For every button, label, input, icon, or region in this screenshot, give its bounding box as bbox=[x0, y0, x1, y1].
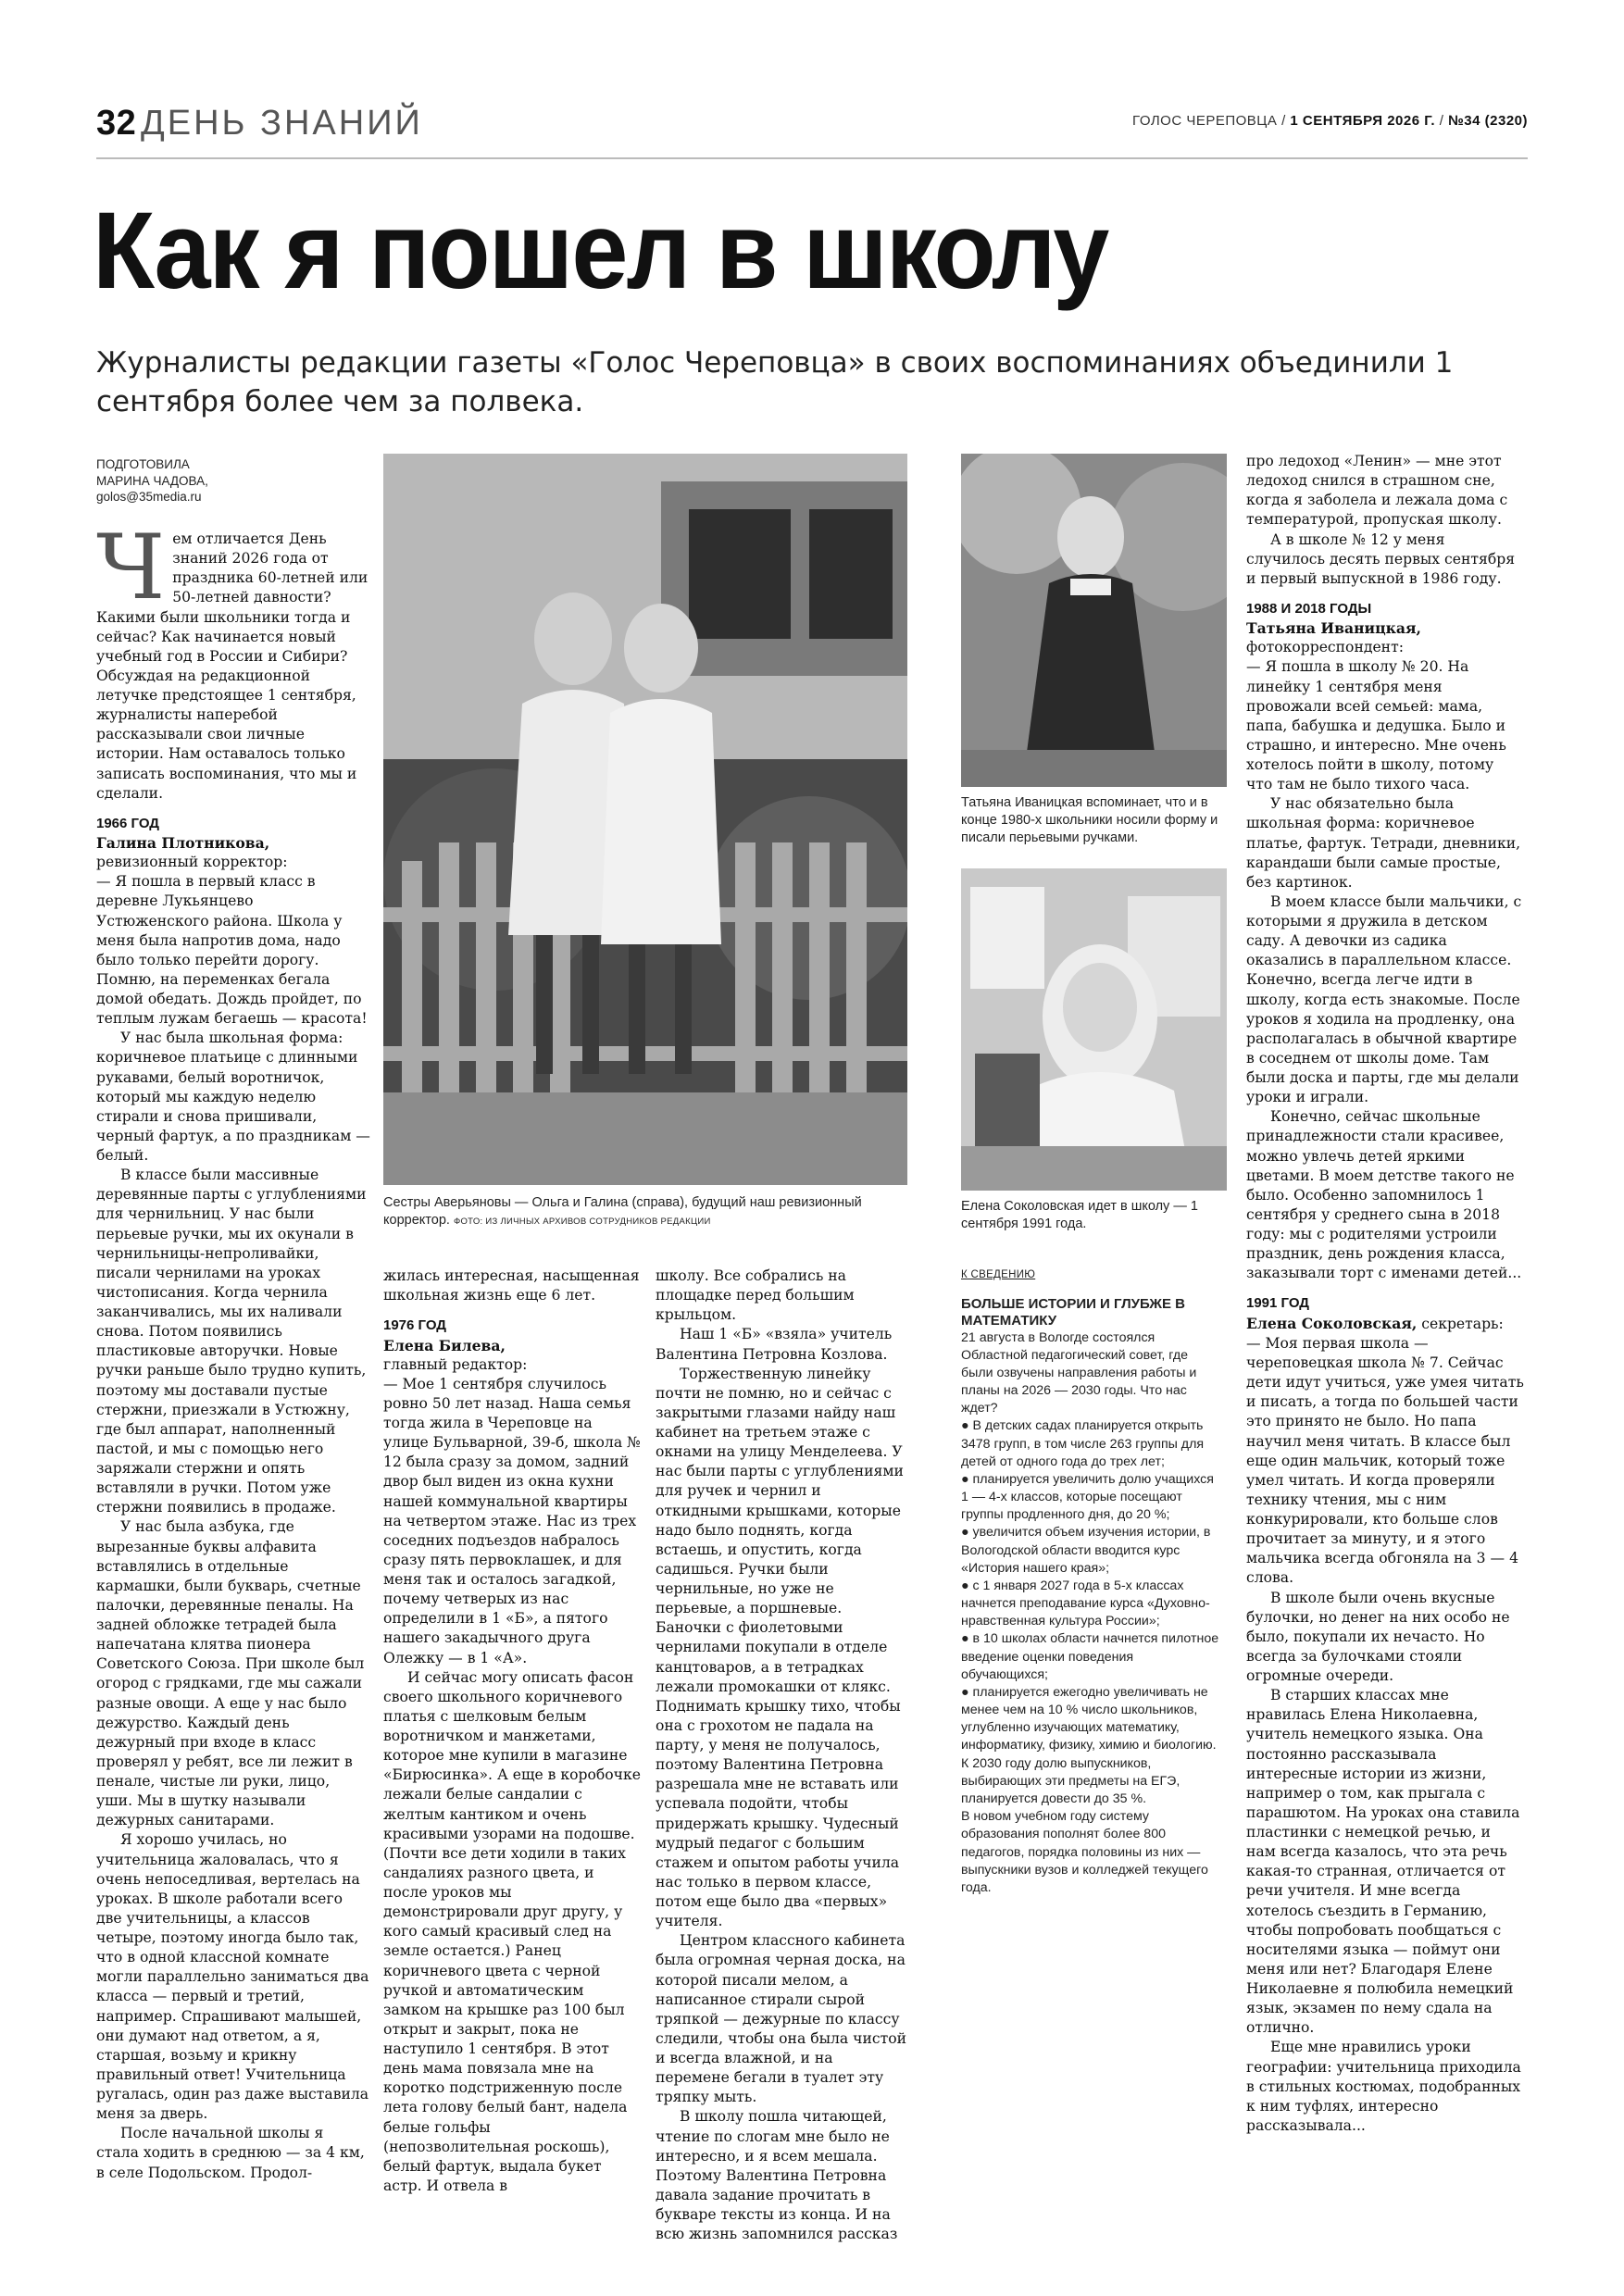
article-lead: Журналисты редакции газеты «Голос Череповца» в своих воспоминаниях объединили 1 сентября более чем за полвека. bbox=[96, 346, 1454, 418]
info-box-bullet: ● планируется ежегодно увеличивать не менее чем на 10 % число школьников, углубленно изучающих математику, информатику, физику, химию и биологию. К 2030 году долю выпускников, выбирающих эти предметы на ЕГЭ, планируется довести до 35 %. bbox=[961, 1684, 1217, 1806]
column-2 bbox=[383, 1267, 641, 2196]
author-name: Елена Соколовская, bbox=[1246, 1314, 1418, 1332]
info-box-bullet: ● В детских садах планируется открыть 3478 групп, в том числе 263 группы для детей от одного года до трех лет; bbox=[961, 1418, 1205, 1469]
author-role: секретарь: bbox=[1421, 1315, 1504, 1332]
paper-name: ГОЛОС ЧЕРЕПОВЦА bbox=[1132, 113, 1278, 129]
paragraph: про ледоход «Ленин» — мне этот ледоход снился в страшном сне, когда я заболела и лежала дома с температурой, пропуская школу. bbox=[1246, 453, 1508, 529]
issue-number: №34 (2320) bbox=[1448, 113, 1528, 129]
photo-tatyana-illustration bbox=[961, 454, 1227, 787]
issue-date: 1 СЕНТЯБРЯ 2026 Г. bbox=[1290, 113, 1436, 129]
paragraph: У нас была школьная форма: коричневое платьице с длинными рукавами, белый воротничок, который мы каждую неделю стирали и снова пришивали, черный фартук, а по праздникам — белый. bbox=[96, 1029, 370, 1165]
section-year-1988-2018: 1988 И 2018 ГОДЫ bbox=[1246, 600, 1372, 617]
author-name: Галина Плотникова, bbox=[96, 834, 270, 853]
paragraph: Я хорошо училась, но учительница жаловалась, что я очень непоседливая, вертелась на уроках. В школе работали всего две учительницы, а классов четыре, поэтому иногда было так, что в одной классной комнате могли параллельно заниматься два класса — первый и третий, например. Спрашивают малышей, они думают над ответом, а я, старшая, возьму и крикну правильный ответ! Учительница ругалась, один раз даже выставила меня за дверь. bbox=[96, 1831, 369, 2123]
paragraph: В школе были очень вкусные булочки, но денег на них особо не было, покупали их нечасто. Но всегда за булочками стояли огромные очереди. bbox=[1246, 1589, 1510, 1684]
photo-tatyana bbox=[961, 454, 1227, 787]
info-box-bullet: ● планируется увеличить долю учащихся 1 — 4-х классов, которые посещают группы продленного дня, до 20 %; bbox=[961, 1471, 1214, 1523]
paragraph: школу. Все собрались на площадке перед большим крыльцом. bbox=[656, 1267, 855, 1324]
paragraph: — Я пошла в первый класс в деревне Лукьянцево Устюженского района. Школа у меня была напротив дома, надо было только перейти дорогу. Помню, на переменках бегала домой обедать. Дождь пройдет, по теплым лужам бегаешь — красота! bbox=[96, 873, 368, 1028]
masthead-info: ГОЛОС ЧЕРЕПОВЦА / 1 СЕНТЯБРЯ 2026 Г. / №34 (2320) bbox=[1132, 113, 1528, 129]
photo-elena-caption: Елена Соколовская идет в школу — 1 сентября 1991 года. bbox=[961, 1199, 1198, 1231]
paragraph: Центром классного кабинета была огромная черная доска, на которой писали мелом, а написанное стирали сырой тряпкой — дежурные по классу следили, чтобы она была чистой и всегда влажной, и на перемене бегали в туалет эту тряпку мыть. bbox=[656, 1932, 906, 2106]
byline-name: МАРИНА ЧАДОВА, bbox=[96, 473, 208, 488]
section-year-1966: 1966 ГОД bbox=[96, 815, 159, 831]
photo-credit: ФОТО: ИЗ ЛИЧНЫХ АРХИВОВ СОТРУДНИКОВ РЕДАКЦИИ bbox=[453, 1216, 711, 1227]
intro-paragraph: ем отличается День знаний 2026 года от праздника 60-летней или 50-летней давности? Какими были школьники тогда и сейчас? Как начинается новый учебный год в России и Сибири? Обсуждая на редакционной летучке предстоящее 1 сентября, журналисты наперебой рассказывали свои личные истории. Нам оставалось только записать воспоминания, что мы и сделали. bbox=[96, 530, 369, 802]
paragraph: Наш 1 «Б» «взяла» учитель Валентина Петровна Козлова. bbox=[656, 1326, 893, 1363]
photo-elena bbox=[961, 868, 1227, 1191]
author-name: Елена Билева, bbox=[383, 1336, 506, 1354]
info-box-bullet: ● увеличится объем изучения истории, в Вологодской области вводится курс «История нашего края»; bbox=[961, 1525, 1211, 1576]
paragraph: И сейчас могу описать фасон своего школьного коричневого платья с шелковым белым воротничком и манжетами, которое мне купили в магазине «Бирюсинка». А еще в коробочке лежали белые сандалии с желтым кантиком и очень красивыми узорами на подошве. (Почти все дети ходили в таких сандалиях разного цвета, и после уроков мы демонстрировали друг другу, у кого самый красивый след на земле остается.) Ранец коричневого цвета с черной ручкой и автоматическим замком на крышке раз 100 был открыт и закрыт, пока не наступило 1 сентября. В этот день мама повязала мне на коротко подстриженную после лета голову белый бант, надела белые гольфы (непозволительная роскошь), белый фартук, выдала букет астр. И отвела в bbox=[383, 1668, 641, 2194]
photo-sisters-caption bbox=[383, 1194, 907, 1229]
byline-role: ПОДГОТОВИЛА bbox=[96, 457, 190, 471]
paragraph: У нас обязательно была школьная форма: коричневое платье, фартук. Тетради, дневники, карандаши были самые простые, без картинок. bbox=[1246, 795, 1521, 891]
paragraph: — Моя первая школа — череповецкая школа № 7. Сейчас дети идут учиться, уже умея читать и писать, а тогда по большей части это принято не было. Но папа научил меня читать. В классе был еще один мальчик, который тоже умел читать. И когда проверяли технику чтения, мы с ним конкурировали, кто больше слов прочитает за минуту, и я этого мальчика всегда обгоняла на 3 — 4 слова. bbox=[1246, 1334, 1524, 1587]
paragraph: В школу пошла читающей, чтение по слогам мне было не интересно, и я всем мешала. Поэтому Валентина Петровна давала задание прочитать в букваре тексты из конца. И на всю жизнь запомнился рассказ bbox=[656, 2108, 898, 2243]
photo-sisters-illustration bbox=[383, 454, 907, 1185]
photo-tatyana-caption: Татьяна Иваницкая вспоминает, что и в конце 1980-х школьники носили форму и писали перьевыми ручками. bbox=[961, 795, 1218, 845]
section-title: ДЕНЬ ЗНАНИЙ bbox=[141, 104, 423, 143]
paragraph: А в школе № 12 у меня случилось десять первых сентября и первый выпускной в 1986 году. bbox=[1246, 530, 1516, 587]
paragraph: В старших классах мне нравилась Елена Николаевна, учитель немецкого языка. Она постоянно рассказывала интересные истории из жизни, например о том, как прыгала с парашютом. На уроках она ставила пластинки с немецкой речью, и нам всегда казалось, что эта речь какая-то странная, отличается от речи учителя. И мне всегда хотелось съездить в Германию, чтобы попробовать пообщаться с носителями языка — поймут они меня или нет? Благодаря Елене Николаевне я полюбила немецкий язык, экзамен по нему сдала на отлично. bbox=[1246, 1687, 1520, 2037]
info-box-headline: БОЛЬШЕ ИСТОРИИ И ГЛУБЖЕ В МАТЕМАТИКУ bbox=[961, 1295, 1185, 1329]
page-number: 32 bbox=[96, 104, 137, 143]
info-box bbox=[961, 1268, 1220, 1897]
column-1 bbox=[96, 516, 370, 2183]
paragraph: Торжественную линейку почти не помню, но и сейчас с закрытыми глазами найду наш кабинет на третьем этаже с окнами на улицу Менделеева. У нас были парты с углублениями для ручек и чернил и откидными крышками, которые надо было поднять, когда встаешь, и опустить, когда садишься. Ручки были чернильные, но уже не перьевые, а поршневые. Баночки с фиолетовыми чернилами покупали в отделе канцтоваров, а в тетрадках лежали промокашки от клякс. Поднимать крышку тихо, чтобы она с грохотом не падала на парту, у меня не получалось, поэтому Валентина Петровна разрешала мне не вставать или успевала подойти, чтобы придержать крышку. Чудесный мудрый педагог с большим стажем и опытом работы учила нас только в первом классе, потом еще было два «первых» учителя. bbox=[656, 1365, 904, 1930]
info-box-intro: 21 августа в Вологде состоялся Областной педагогический совет, где были озвучены направления работы и планы на 2026 — 2030 годы. Что нас ждет? bbox=[961, 1329, 1197, 1416]
paragraph: — Мое 1 сентября случилось ровно 50 лет назад. Наша семья тогда жила в Череповце на улице Бульварной, 39-б, школа № 12 была сразу за домом, задний двор был виден из окна кухни нашей коммунальной квартиры на четвертом этаже. Нас из трех соседних подъездов набралось сразу пять первоклашек, и для меня так и осталось загадкой, почему четверых из нас определили в 1 «Б», а пятого нашего закадычного друга Олежку — в 1 «А». bbox=[383, 1375, 641, 1666]
paragraph: После начальной школы я стала ходить в среднюю — за 4 км, в селе Подольском. Продол- bbox=[96, 2125, 365, 2181]
column-3 bbox=[656, 1267, 911, 2244]
info-box-tag: К СВЕДЕНИЮ bbox=[961, 1269, 1036, 1280]
info-box-bullet: ● с 1 января 2027 года в 5-х классах начнется преподавание курса «Духовно-нравственная культура России»; bbox=[961, 1578, 1210, 1629]
author-role: ревизионный корректор: bbox=[96, 854, 288, 871]
paragraph: У нас была азбука, где вырезанные буквы алфавита вставлялись в отдельные кармашки, были букварь, счетные палочки, деревянные пеналы. На задней обложке тетрадей была напечатана клятва пионера Советского Союза. При школе был огород с грядками, где мы сажали разные овощи. А еще у нас было дежурство. Каждый день дежурный при входе в класс проверял у ребят, все ли лежит в пенале, чистые ли руки, лицо, уши. Мы в шутку называли дежурных санитарами. bbox=[96, 1518, 365, 1829]
byline-email: golos@35media.ru bbox=[96, 490, 202, 505]
paragraph: — Я пошла в школу № 20. На линейку 1 сентября меня провожали всей семьей: мама, папа, бабушка и дедушка. Было и страшно, и интересно. Мне очень хотелось пойти в школу, потому что там не было тихого часа. bbox=[1246, 658, 1506, 793]
info-box-outro: В новом учебном году систему образования пополнят более 800 педагогов, порядка половины из них — выпускники вузов и колледжей текущего года. bbox=[961, 1809, 1208, 1895]
article-title: Как я пошел в школу bbox=[93, 190, 1108, 312]
author-role: главный редактор: bbox=[383, 1355, 528, 1373]
author-name: Татьяна Иваницкая, bbox=[1246, 619, 1421, 638]
photo-sisters bbox=[383, 454, 907, 1185]
photo-elena-illustration bbox=[961, 868, 1227, 1191]
paragraph: жилась интересная, насыщенная школьная жизнь еще 6 лет. bbox=[383, 1267, 640, 1304]
column-5 bbox=[1246, 452, 1524, 2136]
section-year-1991: 1991 ГОД bbox=[1246, 1295, 1309, 1312]
header-rule bbox=[96, 157, 1528, 159]
caption-text: Сестры Аверьяновы — Ольга и Галина (справа), будущий наш ревизионный корректор. bbox=[383, 1195, 862, 1228]
author-role: фотокорреспондент: bbox=[1246, 639, 1404, 656]
drop-cap: Ч bbox=[96, 516, 166, 619]
paragraph: Конечно, сейчас школьные принадлежности стали красивее, можно увлечь детей яркими цветами. В моем детстве такого не было. Особенно запомнилось 1 сентября у среднего сына в 2018 году: мы с родителями устроили праздник, день рождения класса, заказывали торт с именами детей... bbox=[1246, 1108, 1522, 1282]
section-year-1976: 1976 ГОД bbox=[383, 1317, 446, 1334]
paragraph: В моем классе были мальчики, с которыми я дружила в детском саду. А девочки из садика оказались в параллельном классе. Конечно, всегда легче идти в школу, когда есть знакомые. После уроков я ходила на продленку, она располагалась в обычной квартире в соседнем от школы доме. Там были доска и парты, где мы делали уроки и играли. bbox=[1246, 892, 1522, 1106]
byline bbox=[96, 456, 374, 505]
paragraph: Еще мне нравились уроки географии: учительница приходила в стильных костюмах, подобранных к ним туфлях, интересно рассказывала... bbox=[1246, 2039, 1521, 2134]
paragraph: В классе были массивные деревянные парты с углублениями для чернильниц. У нас были перьевые ручки, мы их окунали в чернильницы-непроливайки, писали чернилами на уроках чистописания. Когда чернила заканчивались, мы их наливали снова. Потом появились пластиковые авторучки. Новые ручки раньше было трудно купить, поэтому мы доставали пустые стержни, приезжали в Устюжну, где был аппарат, наполненный пастой, и мы с помощью него заряжали стержни и опять вставляли в ручки. Потом уже стержни появились в продаже. bbox=[96, 1167, 367, 1516]
info-box-bullet: ● в 10 школах области начнется пилотное введение оценки поведения обучающихся; bbox=[961, 1631, 1219, 1682]
